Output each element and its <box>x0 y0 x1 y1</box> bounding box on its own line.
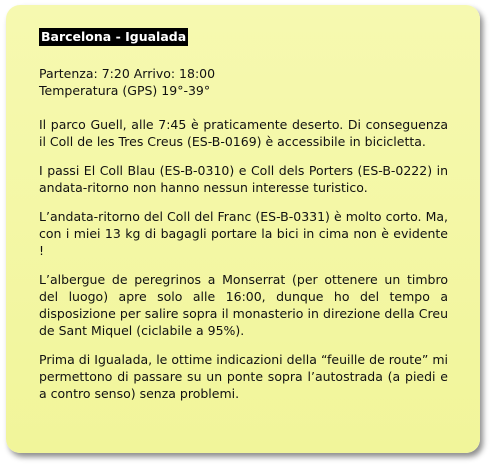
paragraph-monserrat: L’albergue de peregrinos a Monserrat (per ottenere un timbro del luogo) apre solo alle 16:00, dunque ho del tempo a disposizione per salire sopra il monasterio in direzione della Creu de Sant Miquel (ciclabile a 95%). <box>39 272 448 338</box>
trip-temperature: Temperatura (GPS) 19°-39° <box>39 83 211 98</box>
paragraph-coll-del-franc: L’andata-ritorno del Coll del Franc (ES-B-0331) è molto corto. Ma, con i miei 13 kg di bagagli portare la bici in cima non è evidente ! <box>39 209 448 258</box>
paragraph-parco-guell: Il parco Guell, alle 7:45 è praticamente deserto. Di conseguenza il Coll de les Tres Creus (ES-B-0169) è accessibile in bicicletta. <box>39 117 448 149</box>
note-content <box>39 28 448 414</box>
paragraph-igualada: Prima di Igualada, le ottime indicazioni della “feuille de route” mi permettono di passare su un ponte sopra l’autostrada (a piedi e a contro senso) senza problemi. <box>39 352 448 401</box>
trip-info <box>39 65 448 99</box>
trip-times: Partenza: 7:20 Arrivo: 18:00 <box>39 66 216 81</box>
paragraph-passi: I passi El Coll Blau (ES-B-0310) e Coll dels Porters (ES-B-0222) in andata-ritorno non hanno nessun interesse turistico. <box>39 163 448 195</box>
note-title: Barcelona - Igualada <box>41 29 187 44</box>
